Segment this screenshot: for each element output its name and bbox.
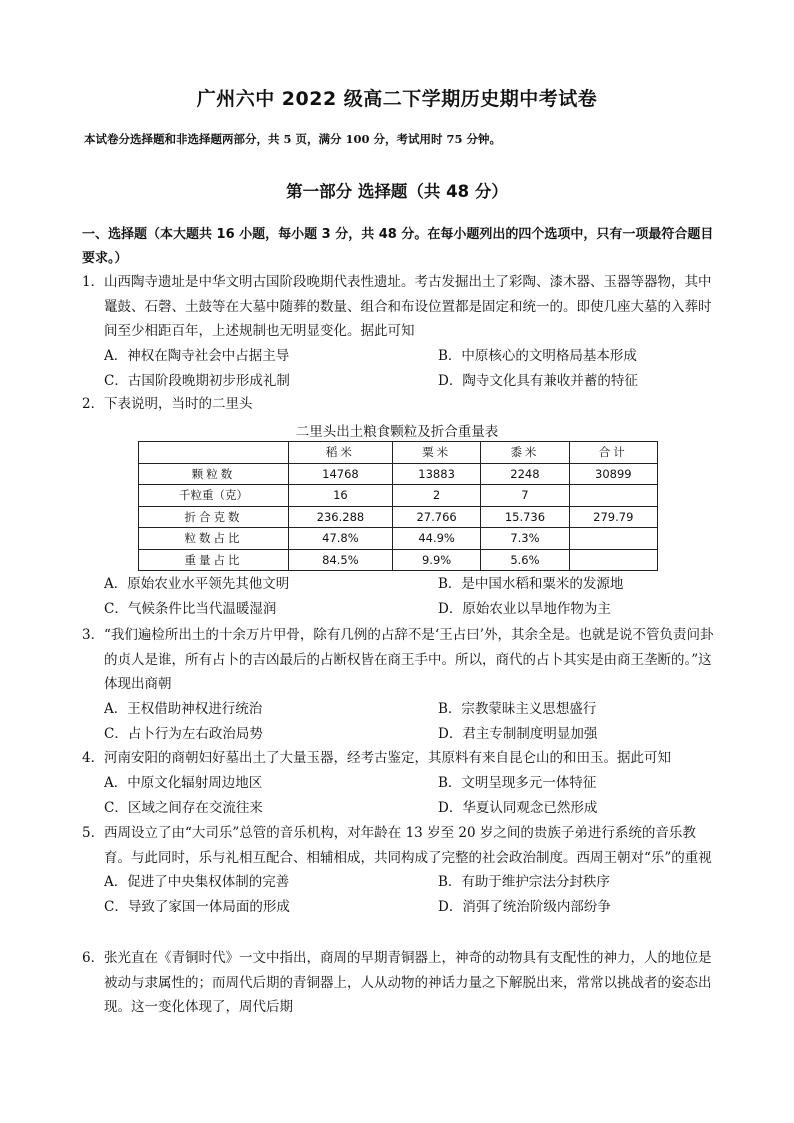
table-cell: 47.8% xyxy=(288,528,392,550)
table-cell: 7 xyxy=(481,485,569,507)
question-number: 2． xyxy=(82,396,105,412)
question-2-options xyxy=(82,572,722,622)
question-text: 西周设立了由“大司乐”总管的音乐机构，对年龄在 13 岁至 20 岁之间的贵族子弟进行系统的音乐教育。与此同时，乐与礼相互配合、相辅相成，共同构成了完整的社会政治制度。西周王朝对“乐”的重视 xyxy=(104,825,712,866)
option-b: B．是中国水稻和粟米的发源地 xyxy=(438,576,624,592)
table-row xyxy=(139,528,658,550)
table-cell: 14768 xyxy=(288,463,392,485)
table-cell: 84.5% xyxy=(288,549,392,571)
question-text: 下表说明，当时的二里头 xyxy=(104,396,253,412)
options-row xyxy=(82,895,722,920)
page-title: 广州六中 2022 级高二下学期历史期中考试卷 xyxy=(196,88,598,110)
options-row xyxy=(82,722,722,747)
option-a: A．中原文化辐射周边地区 xyxy=(104,774,263,791)
question-stem xyxy=(82,623,722,697)
options-row xyxy=(82,771,722,796)
option-d: D．陶寺文化具有兼收并蓄的特征 xyxy=(438,372,638,389)
question-stem xyxy=(82,746,722,771)
table-header-cell: 稻米 xyxy=(288,442,392,464)
table-cell: 279.79 xyxy=(569,506,657,528)
option-c: C．占卜行为左右政治局势 xyxy=(104,725,263,742)
table-cell: 44.9% xyxy=(392,528,480,550)
section-intro: 一、选择题（本大题共 16 小题，每小题 3 分，共 48 分。在每小题列出的四个选项中，只有一项最符合题目要求。） xyxy=(82,227,714,266)
option-a: A．神权在陶寺社会中占据主导 xyxy=(104,347,290,364)
table-row xyxy=(139,549,658,571)
table-cell: 27.766 xyxy=(392,506,480,528)
question-text: 河南安阳的商朝妇好墓出土了大量玉器，经考古鉴定，其原料有来自昆仑山的和田玉。据此可知 xyxy=(104,750,671,766)
option-a: A．原始农业水平领先其他文明 xyxy=(104,576,290,592)
question-number: 4． xyxy=(82,750,105,766)
question-1 xyxy=(82,270,722,394)
question-stem xyxy=(82,946,722,1020)
question-text: “我们遍检所出土的十余万片甲骨，除有几例的占辞不是‘王占曰’外，其余全是。也就是说不管负责问卦的贞人是谁，所有占卜的吉凶最后的占断权皆在商王手中。所以，商代的占卜其实是由商王垄断的。”这体现出商朝 xyxy=(104,627,714,692)
question-text: 山西陶寺遗址是中华文明古国阶段晚期代表性遗址。考古发掘出土了彩陶、漆木器、玉器等器物，其中鼍鼓、石磬、土鼓等在大墓中随葬的数量、组合和布设位置都是固定和统一的。即使几座大墓的入葬时间至少相距百年，上述规制也无明显变化。据此可知 xyxy=(104,274,712,339)
table-caption: 二里头出土粮食颗粒及折合重量表 xyxy=(295,424,499,440)
row-label: 重量占比 xyxy=(139,549,289,571)
table-cell: 15.736 xyxy=(481,506,569,528)
options-row xyxy=(82,369,722,394)
table-header-row xyxy=(139,442,658,464)
table-cell: 2 xyxy=(392,485,480,507)
table-header-cell: 合计 xyxy=(569,442,657,464)
question-2 xyxy=(82,392,722,417)
table-cell: 236.288 xyxy=(288,506,392,528)
row-label: 颗粒数 xyxy=(139,463,289,485)
question-5 xyxy=(82,821,722,920)
options-row xyxy=(82,697,722,722)
table-header-cell xyxy=(139,442,289,464)
option-c: C．区域之间存在交流往来 xyxy=(104,799,263,816)
options-row xyxy=(82,597,722,622)
question-stem xyxy=(82,821,722,870)
table-row xyxy=(139,485,658,507)
option-d: D．华夏认同观念已然形成 xyxy=(438,799,598,816)
table-header-cell: 粟米 xyxy=(392,442,480,464)
row-label: 千粒重（克） xyxy=(139,485,289,507)
grain-table xyxy=(138,441,658,571)
question-number: 5． xyxy=(82,825,105,841)
option-d: D．君主专制制度明显加强 xyxy=(438,725,598,742)
table-cell: 9.9% xyxy=(392,549,480,571)
question-number: 3． xyxy=(82,627,105,643)
options-row xyxy=(82,572,722,597)
options-row xyxy=(82,870,722,895)
option-b: B．文明呈现多元一体特征 xyxy=(438,774,597,791)
option-c: C．古国阶段晚期初步形成礼制 xyxy=(104,372,290,389)
option-c: C．导致了家国一体局面的形成 xyxy=(104,899,290,915)
question-number: 1． xyxy=(82,274,105,290)
table-cell: 13883 xyxy=(392,463,480,485)
exam-instructions: 本试卷分选择题和非选择题两部分，共 5 页，满分 100 分，考试用时 75 分钟。 xyxy=(84,132,502,146)
option-c: C．气候条件比当代温暖湿润 xyxy=(104,601,277,617)
row-label: 粒数占比 xyxy=(139,528,289,550)
table-cell xyxy=(569,528,657,550)
table-cell: 2248 xyxy=(481,463,569,485)
table-cell: 30899 xyxy=(569,463,657,485)
option-b: B．宗教蒙昧主义思想盛行 xyxy=(438,700,597,717)
question-number: 6． xyxy=(82,950,105,966)
part-title: 第一部分 选择题（共 48 分） xyxy=(286,182,508,201)
option-b: B．中原核心的文明格局基本形成 xyxy=(438,347,637,364)
question-6 xyxy=(82,946,722,1020)
options-row xyxy=(82,344,722,369)
option-d: D．消弭了统治阶级内部纷争 xyxy=(438,899,611,915)
options-row xyxy=(82,796,722,821)
table-header-cell: 黍米 xyxy=(481,442,569,464)
option-a: A．促进了中央集权体制的完善 xyxy=(104,874,290,890)
table-row xyxy=(139,506,658,528)
table-row xyxy=(139,463,658,485)
row-label: 折合克数 xyxy=(139,506,289,528)
question-3 xyxy=(82,623,722,747)
table-cell xyxy=(569,549,657,571)
table-cell: 16 xyxy=(288,485,392,507)
table-cell xyxy=(569,485,657,507)
question-stem xyxy=(82,270,722,344)
question-text: 张光直在《青铜时代》一文中指出，商周的早期青铜器上，神奇的动物具有支配性的神力，人的地位是被动与隶属性的；而周代后期的青铜器上，人从动物的神话力量之下解脱出来，常常以挑战者的姿态出现。这一变化体现了，周代后期 xyxy=(104,950,712,1015)
table-cell: 7.3% xyxy=(481,528,569,550)
question-4 xyxy=(82,746,722,821)
option-d: D．原始农业以旱地作物为主 xyxy=(438,601,611,617)
table-cell: 5.6% xyxy=(481,549,569,571)
option-a: A．王权借助神权进行统治 xyxy=(104,700,263,717)
option-b: B．有助于维护宗法分封秩序 xyxy=(438,874,610,890)
question-stem xyxy=(82,392,722,417)
